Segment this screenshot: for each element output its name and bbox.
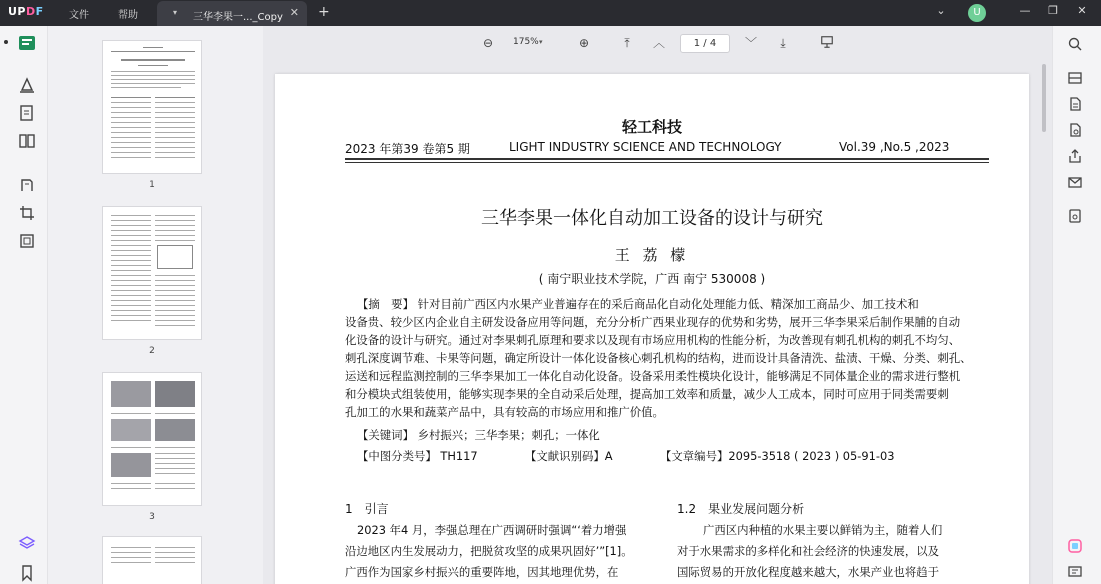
thumbnail-page-4[interactable] bbox=[102, 536, 202, 584]
close-window-icon[interactable]: ✕ bbox=[1077, 4, 1087, 17]
export-pdf-icon[interactable] bbox=[1067, 96, 1083, 112]
edit-pdf-icon[interactable] bbox=[18, 104, 36, 122]
menu-help[interactable]: 帮助 bbox=[118, 10, 138, 21]
thumbnail-panel bbox=[48, 26, 263, 584]
abstract-line: 设备贵、较少区内企业自主研发设备应用等问题，充分分析广西果业现存的优势和劣势，展开三华李果采后制作果脯的自动 bbox=[345, 315, 961, 329]
body-line: 2023 年4 月，李强总理在广西调研时强调“‘着力增强 bbox=[357, 523, 627, 537]
document-viewer[interactable] bbox=[263, 26, 1052, 584]
page-number-input[interactable]: 1 / 4 bbox=[680, 34, 730, 53]
header-rule bbox=[345, 158, 989, 160]
body-line: 广西区内种植的水果主要以鲜销为主，随着人们 bbox=[703, 523, 943, 537]
body-line: 国际贸易的开放化程度越来越大，水果产业也将趋于 bbox=[677, 565, 939, 579]
chevron-down-icon[interactable]: ⌄ bbox=[936, 4, 946, 17]
body-line: 广西作为国家乡村振兴的重要阵地，因其地理优势，在 bbox=[345, 565, 619, 579]
journal-name: 轻工科技 bbox=[621, 118, 682, 136]
layers-icon[interactable] bbox=[18, 534, 36, 552]
right-tool-strip bbox=[1052, 26, 1101, 584]
thumbnail-page-number: 1 bbox=[149, 180, 155, 190]
abstract-line: 和分模块式组装使用，能够实现李果的全自动采后处理，提高加工效率和质量，减少人工成本，同时可应用于同类需要刺 bbox=[345, 387, 949, 401]
app-logo: UPDF bbox=[8, 5, 44, 18]
body-line: 对于水果需求的多样化和社会经济的快速发展，以及 bbox=[677, 544, 939, 558]
journal-english-name: LIGHT INDUSTRY SCIENCE AND TECHNOLOGY bbox=[509, 140, 782, 154]
bookmark-icon[interactable] bbox=[18, 564, 36, 582]
viewer-toolbar bbox=[263, 26, 1052, 62]
first-page-icon[interactable]: ⤒ bbox=[624, 36, 630, 50]
left-tool-strip bbox=[0, 26, 48, 584]
document-tab[interactable] bbox=[157, 1, 307, 26]
thumbnail-page-3[interactable] bbox=[102, 372, 202, 506]
search-icon[interactable] bbox=[1067, 36, 1083, 52]
next-page-icon[interactable]: ﹀ bbox=[744, 36, 757, 50]
organize-pages-icon[interactable] bbox=[18, 132, 36, 150]
chevron-down-icon[interactable]: ▾ bbox=[539, 38, 543, 46]
author: 王 荔 檬 bbox=[614, 246, 690, 264]
avatar[interactable]: U bbox=[968, 4, 986, 22]
keywords: 【关键词】 乡村振兴；三华李果；刺孔；一体化 bbox=[357, 428, 600, 442]
thumbnail-page-number: 3 bbox=[149, 512, 155, 522]
close-icon[interactable]: ✕ bbox=[289, 6, 299, 19]
crop-icon[interactable] bbox=[18, 204, 36, 222]
last-page-icon[interactable]: ⤓ bbox=[780, 36, 786, 50]
issue-info: 2023 年第39 卷第5 期 bbox=[345, 142, 470, 156]
add-tab-button[interactable]: + bbox=[318, 4, 330, 20]
tab-title: 三华李果一..._Copy bbox=[193, 12, 283, 23]
abstract-line: 运送和远程监测控制的三华李果加工一体化自动化设备。设备采用柔性模块化设计，能够满足不同体量企业的需求进行整机 bbox=[345, 369, 961, 383]
thumbnail-page-1[interactable] bbox=[102, 40, 202, 174]
abstract-line: 【摘 要】 针对目前广西区内水果产业普遍存在的采后商品化自动化处理能力低、精深加工商品少、加工技术和 bbox=[357, 297, 919, 311]
reader-mode-icon[interactable] bbox=[18, 34, 36, 52]
email-icon[interactable] bbox=[1067, 174, 1083, 190]
volume-info: Vol.39 ,No.5 ,2023 bbox=[839, 140, 950, 154]
menu-file[interactable]: 文件 bbox=[69, 10, 89, 21]
body-line: 沿边地区内生发展动力，把脱贫攻坚的成果巩固好’”[1]。 bbox=[345, 544, 633, 558]
save-icon[interactable] bbox=[1067, 208, 1083, 224]
minimize-icon[interactable]: — bbox=[1019, 4, 1031, 17]
expand-handle-icon[interactable] bbox=[4, 40, 8, 44]
article-number: 【文章编号】2095-3518 ( 2023 ) 05-91-03 bbox=[660, 449, 895, 463]
classification-number: 【中图分类号】 TH117 bbox=[357, 449, 478, 463]
thumbnail-page-2[interactable] bbox=[102, 206, 202, 340]
restore-icon[interactable]: ❐ bbox=[1048, 4, 1058, 17]
abstract-line: 化设备的设计与研究。通过对李果刺孔原理和要求以及现有市场应用机构的性能分析，为改善现有刺孔机构的刺孔不均匀、 bbox=[345, 333, 961, 347]
vertical-scrollbar[interactable] bbox=[1042, 64, 1046, 132]
chevron-down-icon[interactable]: ▾ bbox=[172, 8, 177, 17]
zoom-in-icon[interactable]: ⊕ bbox=[578, 36, 590, 50]
zoom-level[interactable]: 175% bbox=[513, 37, 539, 47]
comment-list-icon[interactable] bbox=[1067, 564, 1083, 580]
zoom-out-icon[interactable]: ⊖ bbox=[482, 36, 494, 50]
form-icon[interactable] bbox=[18, 232, 36, 250]
document-code: 【文献识别码】A bbox=[525, 449, 613, 463]
thumbnail-page-number: 2 bbox=[149, 346, 155, 356]
ocr-icon[interactable] bbox=[1067, 70, 1083, 86]
presentation-icon[interactable] bbox=[819, 35, 835, 51]
abstract-line: 刺孔深度调节难、卡果等问题，确定所设计一体化设备核心刺孔机构的结构，进而设计具备清洗、盐渍、干燥、分类、刺孔、 bbox=[345, 351, 972, 365]
section-heading: 1.2 果业发展问题分析 bbox=[677, 502, 805, 516]
title-bar bbox=[0, 0, 1101, 26]
ai-assistant-icon[interactable] bbox=[1067, 538, 1083, 554]
share-icon[interactable] bbox=[1067, 148, 1083, 164]
section-heading: 1 引言 bbox=[345, 502, 389, 516]
previous-page-icon[interactable]: ︿ bbox=[652, 36, 665, 50]
pdf-page bbox=[275, 74, 1029, 584]
affiliation: ( 南宁职业技术学院，广西 南宁 530008 ) bbox=[538, 272, 766, 286]
header-rule bbox=[345, 162, 989, 163]
comment-icon[interactable] bbox=[18, 76, 36, 94]
protect-icon[interactable] bbox=[1067, 122, 1083, 138]
abstract-line: 孔加工的水果和蔬菜产品中，具有较高的市场应用和推广价值。 bbox=[345, 405, 664, 419]
article-title: 三华李果一体化自动加工设备的设计与研究 bbox=[481, 208, 823, 229]
convert-icon[interactable] bbox=[18, 176, 36, 194]
